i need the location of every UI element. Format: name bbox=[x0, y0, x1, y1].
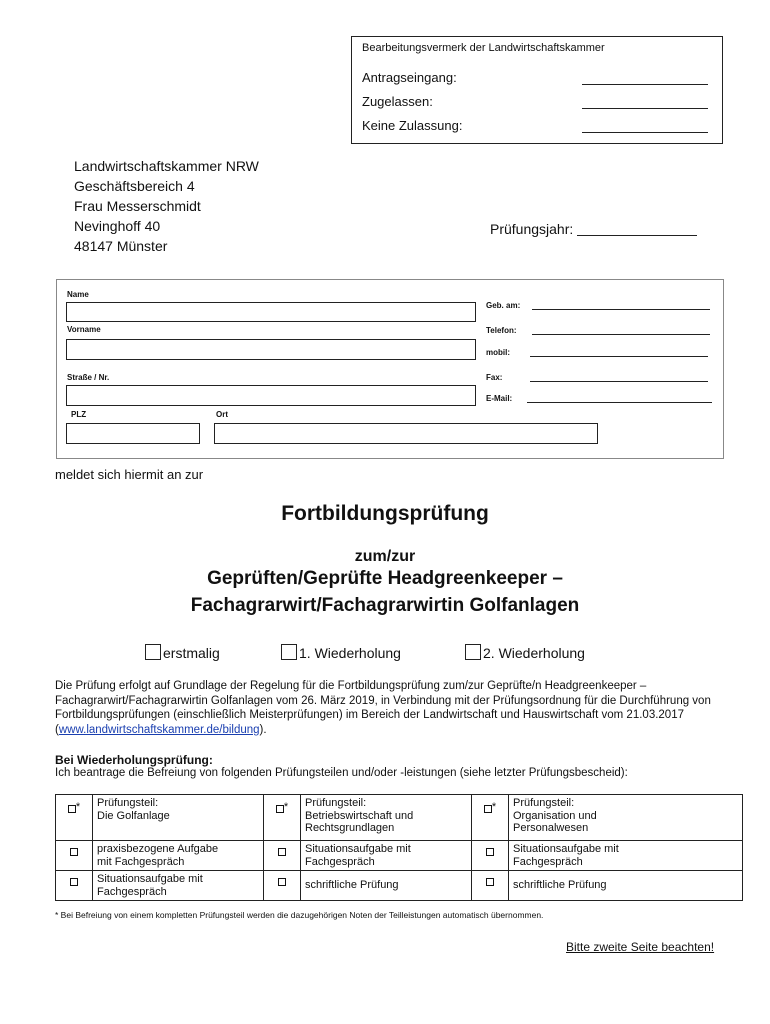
fax-label: Fax: bbox=[486, 373, 503, 382]
table-checkbox-cell[interactable] bbox=[264, 841, 301, 871]
zugelassen-line bbox=[582, 108, 708, 109]
geb-line[interactable] bbox=[532, 308, 710, 310]
table-cell: Prüfungsteil: Die Golfanlage bbox=[93, 795, 264, 841]
office-box-title: Bearbeitungsvermerk der Landwirtschaftskammer bbox=[362, 42, 605, 54]
name-input[interactable] bbox=[66, 302, 476, 322]
table-cell: Prüfungsteil: Betriebswirtschaft und Rechtsgrundlagen bbox=[301, 795, 472, 841]
table-row bbox=[56, 871, 743, 901]
option-wiederholung-2[interactable] bbox=[465, 644, 585, 661]
ort-label: Ort bbox=[216, 410, 228, 419]
geb-label: Geb. am: bbox=[486, 301, 521, 310]
table-cell: schriftliche Prüfung bbox=[301, 871, 472, 901]
table-row bbox=[56, 841, 743, 871]
footnote-star: * bbox=[75, 801, 81, 813]
pruefungsjahr-line[interactable] bbox=[577, 235, 697, 236]
plz-label: PLZ bbox=[71, 410, 87, 419]
plz-input[interactable] bbox=[66, 423, 200, 444]
address-line-1: Landwirtschaftskammer NRW bbox=[74, 158, 259, 174]
mobil-label: mobil: bbox=[486, 348, 510, 357]
footnote-star: * bbox=[491, 801, 497, 813]
wiederholung-2-label: 2. Wiederholung bbox=[483, 645, 585, 661]
exempt-checkbox[interactable] bbox=[486, 878, 494, 886]
wiederholung-heading: Bei Wiederholungsprüfung: bbox=[55, 753, 213, 767]
email-line[interactable] bbox=[527, 401, 712, 403]
zugelassen-row bbox=[362, 94, 712, 109]
address-line-4: Nevinghoff 40 bbox=[74, 218, 161, 234]
table-checkbox-cell[interactable] bbox=[264, 871, 301, 901]
exemption-table bbox=[55, 794, 743, 901]
keine-zulassung-row bbox=[362, 118, 712, 133]
exempt-checkbox[interactable] bbox=[486, 848, 494, 856]
strasse-input[interactable] bbox=[66, 385, 476, 406]
regulation-text-end: ). bbox=[259, 723, 267, 736]
pruefungsjahr-field[interactable] bbox=[490, 221, 697, 237]
exam-zum: zum/zur bbox=[354, 548, 416, 565]
regulation-text: Die Prüfung erfolgt auf Grundlage der Regelung für die Fortbildungsprüfung zum/zur Geprüfte/n Headgreenkeeper – Fachagrarwirt/Fachagrarwirtin Golfanlagen vom 26. März 2019, in Verbindung mit der Prüfungsordnung für die Durchführung von Fortbildungsprüfungen (einschließlich Meisterprüfungen) im Bereich der Landwirtschaft und Hauswirtschaft vom 21.03.2017 ( bbox=[55, 680, 711, 736]
office-processing-box bbox=[351, 36, 723, 144]
table-cell: schriftliche Prüfung bbox=[509, 871, 743, 901]
table-checkbox-cell[interactable] bbox=[472, 795, 509, 841]
exempt-checkbox[interactable] bbox=[484, 805, 492, 813]
telefon-line[interactable] bbox=[532, 333, 710, 335]
antragseingang-row bbox=[362, 70, 712, 85]
zugelassen-label: Zugelassen: bbox=[362, 94, 433, 109]
table-cell: Situationsaufgabe mit Fachgespräch bbox=[93, 871, 264, 901]
table-checkbox-cell[interactable] bbox=[56, 871, 93, 901]
vorname-label: Vorname bbox=[67, 325, 101, 334]
name-label: Name bbox=[67, 290, 89, 299]
table-cell: Situationsaufgabe mit Fachgespräch bbox=[301, 841, 472, 871]
strasse-label: Straße / Nr. bbox=[67, 373, 110, 382]
option-erstmalig[interactable] bbox=[145, 644, 220, 661]
pruefungsjahr-label: Prüfungsjahr: bbox=[490, 221, 574, 237]
address-line-3: Frau Messerschmidt bbox=[74, 198, 201, 214]
table-checkbox-cell[interactable] bbox=[472, 871, 509, 901]
fax-line[interactable] bbox=[530, 380, 708, 382]
table-checkbox-cell[interactable] bbox=[56, 795, 93, 841]
footnote-text: * Bei Befreiung von einem kompletten Prüfungsteil werden die dazugehörigen Noten der Teilleistungen automatisch übernommen. bbox=[55, 910, 544, 920]
bildung-link[interactable]: www.landwirtschaftskammer.de/bildung bbox=[58, 723, 260, 736]
wiederholung-1-checkbox[interactable] bbox=[281, 644, 297, 660]
erstmalig-label: erstmalig bbox=[163, 645, 220, 661]
table-cell: praxisbezogene Aufgabe mit Fachgespräch bbox=[93, 841, 264, 871]
meldet-text: meldet sich hiermit an zur bbox=[55, 467, 204, 482]
table-checkbox-cell[interactable] bbox=[264, 795, 301, 841]
ort-input[interactable] bbox=[214, 423, 598, 444]
exempt-checkbox[interactable] bbox=[276, 805, 284, 813]
exam-title: Fortbildungsprüfung bbox=[281, 502, 489, 525]
keine-zulassung-line bbox=[582, 132, 708, 133]
table-checkbox-cell[interactable] bbox=[56, 841, 93, 871]
exam-qualification-line-2: Fachagrarwirt/Fachagrarwirtin Golfanlagen bbox=[190, 595, 580, 616]
option-wiederholung-1[interactable] bbox=[281, 644, 401, 661]
personal-data-box bbox=[56, 279, 724, 459]
wiederholung-2-checkbox[interactable] bbox=[465, 644, 481, 660]
table-cell: Prüfungsteil: Organisation und Personalwesen bbox=[509, 795, 743, 841]
recipient-address bbox=[74, 156, 259, 256]
keine-zulassung-label: Keine Zulassung: bbox=[362, 118, 463, 133]
address-line-2: Geschäftsbereich 4 bbox=[74, 178, 195, 194]
table-checkbox-cell[interactable] bbox=[472, 841, 509, 871]
footnote-star: * bbox=[283, 801, 289, 813]
table-row bbox=[56, 795, 743, 841]
address-line-5: 48147 Münster bbox=[74, 238, 168, 254]
antragseingang-label: Antragseingang: bbox=[362, 70, 457, 85]
exempt-checkbox[interactable] bbox=[278, 878, 286, 886]
second-page-notice: Bitte zweite Seite beachten! bbox=[566, 940, 715, 954]
wiederholung-1-label: 1. Wiederholung bbox=[299, 645, 401, 661]
erstmalig-checkbox[interactable] bbox=[145, 644, 161, 660]
email-label: E-Mail: bbox=[486, 394, 513, 403]
exempt-checkbox[interactable] bbox=[70, 878, 78, 886]
exempt-checkbox[interactable] bbox=[278, 848, 286, 856]
exempt-checkbox[interactable] bbox=[70, 848, 78, 856]
befreiung-text: Ich beantrage die Befreiung von folgenden Prüfungsteilen und/oder -leistungen (siehe letzter Prüfungsbescheid): bbox=[55, 767, 628, 779]
exam-qualification-line-1: Geprüften/Geprüfte Headgreenkeeper – bbox=[207, 568, 563, 589]
table-cell: Situationsaufgabe mit Fachgespräch bbox=[509, 841, 743, 871]
telefon-label: Telefon: bbox=[486, 326, 517, 335]
regulation-paragraph bbox=[55, 679, 745, 737]
antragseingang-line bbox=[582, 84, 708, 85]
mobil-line[interactable] bbox=[530, 355, 708, 357]
exempt-checkbox[interactable] bbox=[68, 805, 76, 813]
vorname-input[interactable] bbox=[66, 339, 476, 360]
